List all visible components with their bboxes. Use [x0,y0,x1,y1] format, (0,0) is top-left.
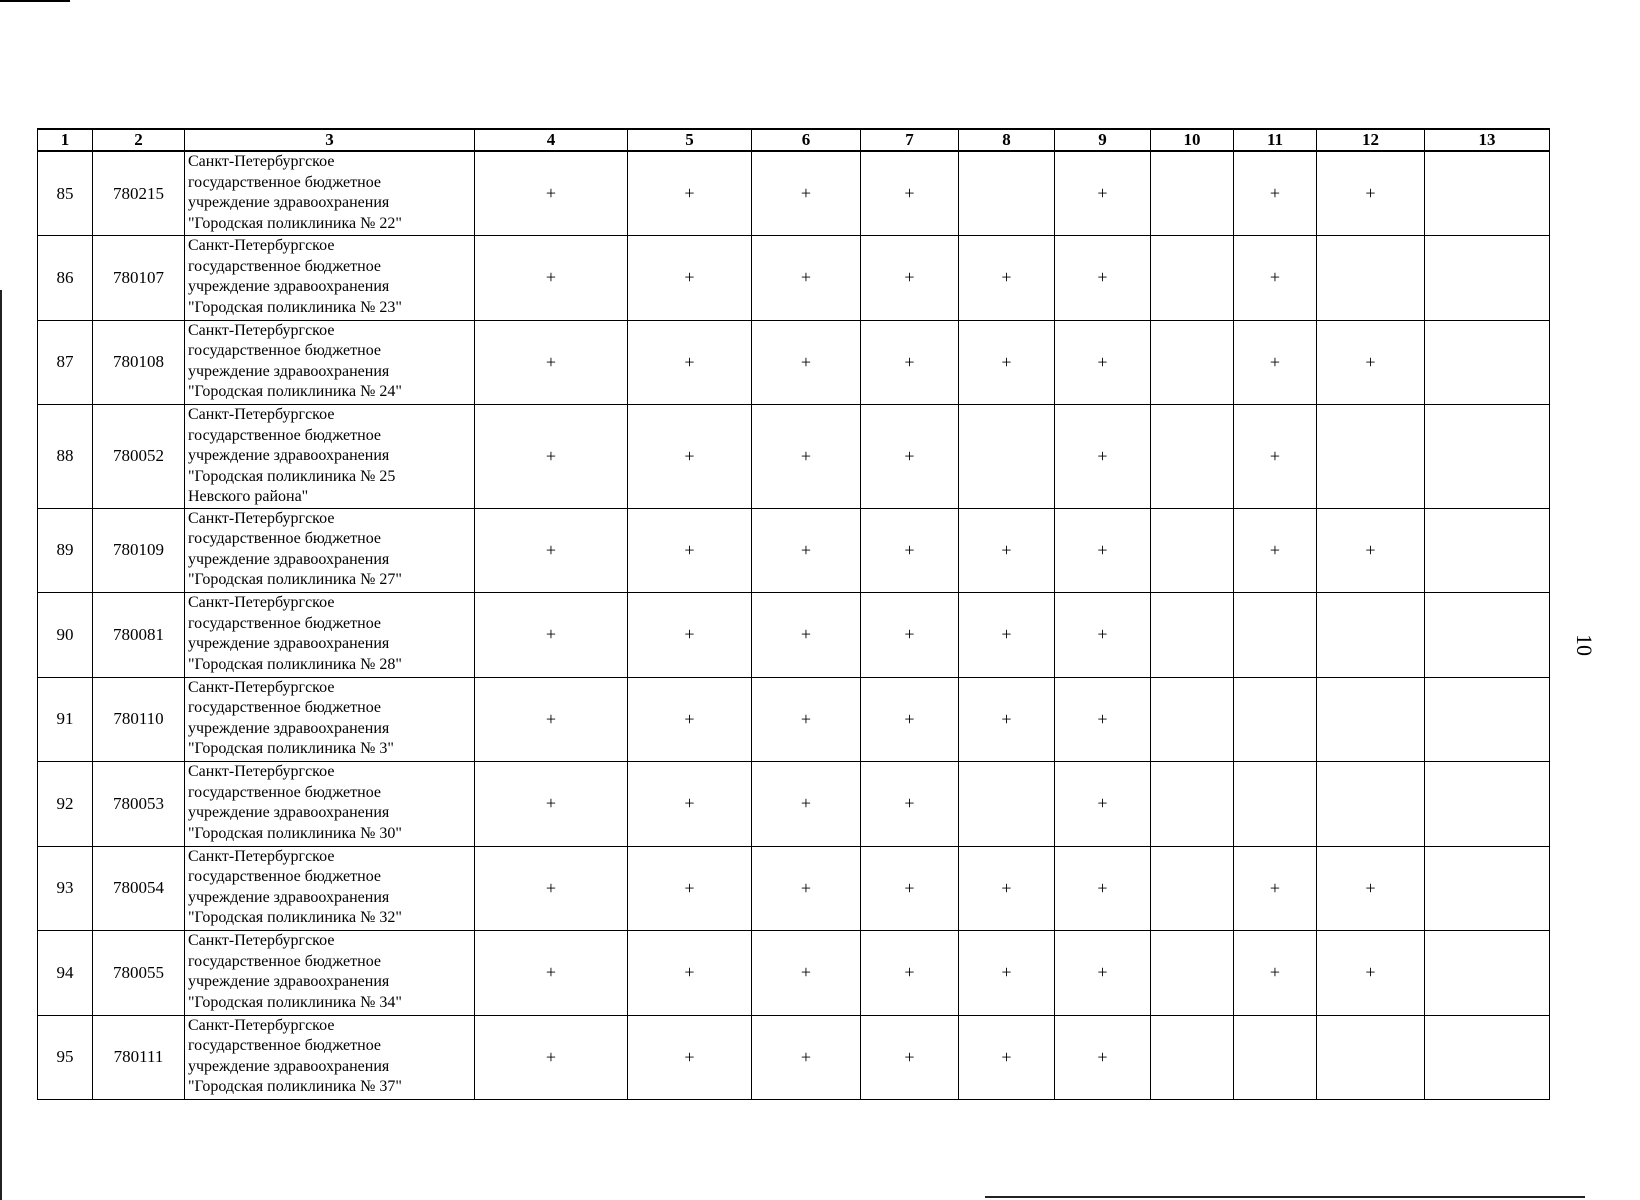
mark-cell-col-13 [1425,762,1550,847]
row-number: 95 [38,1015,93,1100]
org-name-line: государственное бюджетное [188,173,381,191]
org-name-line: учреждение здравоохранения [188,447,390,464]
mark-cell-col-6: + [752,151,861,236]
corner-scan-mark [0,0,70,2]
table-row [38,677,1550,762]
mark-cell-col-8 [959,151,1055,236]
table-row [38,236,1550,321]
org-code: 780215 [93,151,185,236]
column-header-6: 6 [752,129,861,151]
mark-cell-col-6: + [752,405,861,509]
mark-cell-col-13 [1425,151,1550,236]
row-number: 85 [38,151,93,236]
mark-cell-col-9: + [1055,151,1151,236]
org-name-line: Санкт-Петербургское [188,594,335,611]
mark-cell-col-4: + [475,236,628,321]
mark-cell-col-13 [1425,508,1550,593]
org-name-line: Санкт-Петербургское [188,1016,335,1034]
mark-cell-col-4: + [475,320,628,405]
org-code: 780107 [93,236,185,321]
mark-cell-col-7: + [861,762,959,847]
mark-cell-col-9: + [1055,762,1151,847]
column-header-1: 1 [38,129,93,151]
mark-cell-col-7: + [861,677,959,762]
column-header-7: 7 [861,129,959,151]
org-name [185,677,475,762]
org-name-line: Невского района" [188,488,309,505]
mark-cell-col-12 [1317,1015,1425,1100]
org-name-line: "Городская поликлиника № 27" [188,571,402,588]
mark-cell-col-12 [1317,677,1425,762]
mark-cell-col-11: + [1234,151,1317,236]
org-name [185,846,475,931]
mark-cell-col-9: + [1055,405,1151,509]
mark-cell-col-4: + [475,151,628,236]
mark-cell-col-7: + [861,508,959,593]
mark-cell-col-4: + [475,405,628,509]
mark-cell-col-13 [1425,677,1550,762]
table-row [38,762,1550,847]
mark-cell-col-11: + [1234,846,1317,931]
org-name-line: Санкт-Петербургское [188,847,335,865]
column-header-9: 9 [1055,129,1151,151]
mark-cell-col-7: + [861,846,959,931]
org-name-line: "Городская поликлиника № 25 [188,467,396,485]
org-name-line: государственное бюджетное [188,783,381,801]
row-number: 93 [38,846,93,931]
mark-cell-col-5: + [628,931,752,1016]
mark-cell-col-5: + [628,405,752,509]
org-name-line: учреждение здравоохранения [188,1057,390,1075]
org-code: 780054 [93,846,185,931]
org-name-line: государственное бюджетное [188,530,381,547]
mark-cell-col-7: + [861,405,959,509]
mark-cell-col-4: + [475,593,628,678]
mark-cell-col-9: + [1055,846,1151,931]
org-name-line: "Городская поликлиника № 3" [188,740,394,757]
column-header-12: 12 [1317,129,1425,151]
table-row [38,320,1550,405]
mark-cell-col-11: + [1234,508,1317,593]
hospitals-table [37,128,1550,1100]
mark-cell-col-10 [1151,593,1234,678]
mark-cell-col-6: + [752,1015,861,1100]
mark-cell-col-8 [959,405,1055,509]
mark-cell-col-12: + [1317,931,1425,1016]
org-name [185,931,475,1016]
org-name-line: Санкт-Петербургское [188,406,335,423]
column-header-2: 2 [93,129,185,151]
mark-cell-col-10 [1151,236,1234,321]
mark-cell-col-10 [1151,931,1234,1016]
header-row [38,129,1550,151]
org-name-line: государственное бюджетное [188,342,381,359]
mark-cell-col-6: + [752,320,861,405]
org-name-line: "Городская поликлиника № 24" [188,383,402,400]
mark-cell-col-9: + [1055,320,1151,405]
org-name-line: Санкт-Петербургское [188,153,335,170]
mark-cell-col-13 [1425,846,1550,931]
mark-cell-col-13 [1425,931,1550,1016]
row-number: 89 [38,508,93,593]
mark-cell-col-12: + [1317,320,1425,405]
org-name-line: учреждение здравоохранения [188,362,390,380]
mark-cell-col-5: + [628,320,752,405]
org-name-line: Санкт-Петербургское [188,509,335,527]
table-row [38,508,1550,593]
mark-cell-col-10 [1151,846,1234,931]
mark-cell-col-11: + [1234,320,1317,405]
org-name-line: "Городская поликлиника № 23" [188,298,402,316]
column-header-13: 13 [1425,129,1550,151]
column-header-3: 3 [185,129,475,151]
org-code: 780081 [93,593,185,678]
table-row [38,846,1550,931]
org-name-line: государственное бюджетное [188,257,381,275]
mark-cell-col-8 [959,762,1055,847]
page-number: 10 [1572,634,1597,656]
org-name-line: "Городская поликлиника № 34" [188,993,402,1011]
row-number: 91 [38,677,93,762]
row-number: 86 [38,236,93,321]
row-number: 94 [38,931,93,1016]
org-code: 780109 [93,508,185,593]
org-name-line: государственное бюджетное [188,868,381,885]
column-header-11: 11 [1234,129,1317,151]
org-name-line: государственное бюджетное [188,1037,381,1054]
org-name-line: учреждение здравоохранения [188,804,390,821]
mark-cell-col-4: + [475,1015,628,1100]
table-row [38,151,1550,236]
mark-cell-col-5: + [628,677,752,762]
mark-cell-col-11 [1234,762,1317,847]
org-code: 780055 [93,931,185,1016]
mark-cell-col-9: + [1055,508,1151,593]
mark-cell-col-5: + [628,151,752,236]
mark-cell-col-11 [1234,677,1317,762]
mark-cell-col-10 [1151,677,1234,762]
org-name-line: Санкт-Петербургское [188,237,335,254]
mark-cell-col-12 [1317,236,1425,321]
mark-cell-col-10 [1151,405,1234,509]
mark-cell-col-7: + [861,593,959,678]
org-name-line: учреждение здравоохранения [188,973,390,990]
org-name-line: "Городская поликлиника № 37" [188,1078,402,1095]
mark-cell-col-4: + [475,846,628,931]
mark-cell-col-6: + [752,593,861,678]
org-name-line: учреждение здравоохранения [188,194,390,211]
mark-cell-col-4: + [475,931,628,1016]
mark-cell-col-8: + [959,508,1055,593]
mark-cell-col-11: + [1234,405,1317,509]
mark-cell-col-9: + [1055,236,1151,321]
table-row [38,1015,1550,1100]
mark-cell-col-12 [1317,593,1425,678]
org-name-line: государственное бюджетное [188,952,381,970]
mark-cell-col-11 [1234,593,1317,678]
mark-cell-col-9: + [1055,593,1151,678]
org-name-line: учреждение здравоохранения [188,278,390,295]
mark-cell-col-8: + [959,931,1055,1016]
mark-cell-col-6: + [752,508,861,593]
org-name [185,236,475,321]
org-name-line: учреждение здравоохранения [188,719,390,737]
mark-cell-col-13 [1425,593,1550,678]
org-name-line: учреждение здравоохранения [188,635,390,652]
mark-cell-col-10 [1151,508,1234,593]
mark-cell-col-8: + [959,846,1055,931]
mark-cell-col-13 [1425,1015,1550,1100]
mark-cell-col-12 [1317,405,1425,509]
mark-cell-col-8: + [959,593,1055,678]
mark-cell-col-6: + [752,762,861,847]
bottom-scan-mark [985,1196,1585,1198]
row-number: 90 [38,593,93,678]
mark-cell-col-7: + [861,1015,959,1100]
column-header-4: 4 [475,129,628,151]
mark-cell-col-8: + [959,1015,1055,1100]
mark-cell-col-13 [1425,236,1550,321]
mark-cell-col-5: + [628,593,752,678]
org-name [185,508,475,593]
org-name-line: Санкт-Петербургское [188,321,335,339]
org-name-line: Санкт-Петербургское [188,763,335,780]
org-name-line: учреждение здравоохранения [188,550,390,568]
mark-cell-col-5: + [628,508,752,593]
org-name-line: государственное бюджетное [188,699,381,716]
org-code: 780110 [93,677,185,762]
table-body [38,151,1550,1100]
table-row [38,593,1550,678]
mark-cell-col-9: + [1055,931,1151,1016]
org-code: 780108 [93,320,185,405]
mark-cell-col-10 [1151,151,1234,236]
mark-cell-col-4: + [475,677,628,762]
row-number: 92 [38,762,93,847]
row-number: 88 [38,405,93,509]
org-name-line: государственное бюджетное [188,426,381,444]
org-name [185,762,475,847]
org-name-line: учреждение здравоохранения [188,888,390,906]
mark-cell-col-7: + [861,320,959,405]
left-scan-edge [0,290,2,1200]
org-name-line: Санкт-Петербургское [188,678,335,696]
mark-cell-col-9: + [1055,677,1151,762]
org-name [185,151,475,236]
column-header-10: 10 [1151,129,1234,151]
mark-cell-col-11: + [1234,931,1317,1016]
org-name [185,320,475,405]
mark-cell-col-8: + [959,320,1055,405]
column-header-8: 8 [959,129,1055,151]
org-name-line: Санкт-Петербургское [188,932,335,949]
mark-cell-col-12 [1317,762,1425,847]
mark-cell-col-7: + [861,151,959,236]
mark-cell-col-6: + [752,677,861,762]
mark-cell-col-7: + [861,931,959,1016]
mark-cell-col-11: + [1234,236,1317,321]
mark-cell-col-6: + [752,846,861,931]
org-code: 780111 [93,1015,185,1100]
mark-cell-col-6: + [752,931,861,1016]
org-name [185,593,475,678]
mark-cell-col-11 [1234,1015,1317,1100]
mark-cell-col-5: + [628,236,752,321]
mark-cell-col-13 [1425,320,1550,405]
org-name-line: государственное бюджетное [188,614,381,632]
mark-cell-col-6: + [752,236,861,321]
row-number: 87 [38,320,93,405]
org-name [185,1015,475,1100]
mark-cell-col-5: + [628,846,752,931]
mark-cell-col-12: + [1317,508,1425,593]
org-code: 780052 [93,405,185,509]
mark-cell-col-8: + [959,677,1055,762]
mark-cell-col-5: + [628,1015,752,1100]
org-name-line: "Городская поликлиника № 28" [188,655,402,673]
mark-cell-col-12: + [1317,151,1425,236]
org-name-line: "Городская поликлиника № 30" [188,824,402,842]
org-name-line: "Городская поликлиника № 22" [188,214,402,232]
org-code: 780053 [93,762,185,847]
table-row [38,931,1550,1016]
mark-cell-col-8: + [959,236,1055,321]
mark-cell-col-5: + [628,762,752,847]
mark-cell-col-4: + [475,508,628,593]
org-name-line: "Городская поликлиника № 32" [188,909,402,926]
mark-cell-col-7: + [861,236,959,321]
mark-cell-col-12: + [1317,846,1425,931]
org-name [185,405,475,509]
mark-cell-col-13 [1425,405,1550,509]
mark-cell-col-10 [1151,762,1234,847]
mark-cell-col-9: + [1055,1015,1151,1100]
mark-cell-col-10 [1151,1015,1234,1100]
mark-cell-col-10 [1151,320,1234,405]
column-header-5: 5 [628,129,752,151]
table-row [38,405,1550,509]
mark-cell-col-4: + [475,762,628,847]
